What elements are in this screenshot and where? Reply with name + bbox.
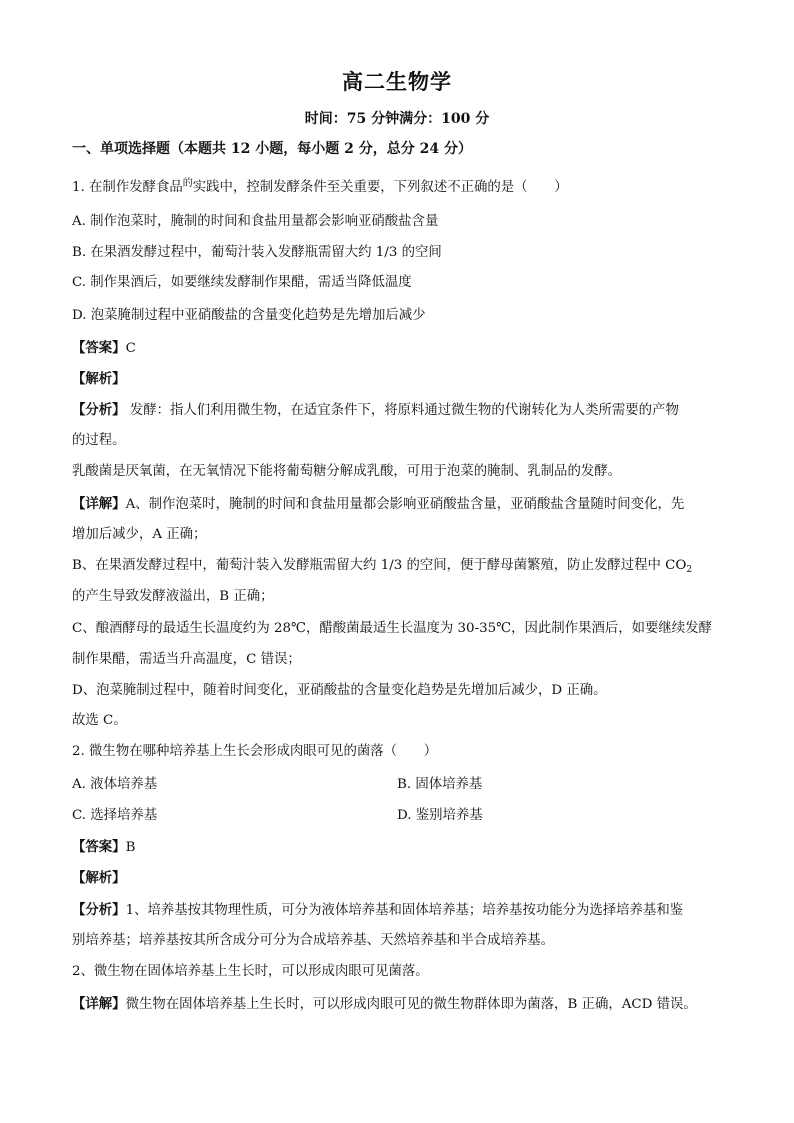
question-2-option-b: B. 固体培养基 [397, 777, 483, 792]
question-2-detail-line-1 [72, 995, 722, 1014]
question-2-fenxi-line-1 [72, 901, 722, 920]
answer-label: 【答案】 [72, 839, 126, 855]
question-1-analysis-label: 【解析】 [72, 371, 126, 387]
question-1-fenxi-line-1 [72, 401, 722, 420]
question-1-fenxi-line-2: 的过程。 [72, 433, 126, 448]
question-1-option-b: B. 在果酒发酵过程中，葡萄汁装入发酵瓶需留大约 1/3 的空间 [72, 245, 442, 260]
fenxi-label: 【分析】 [72, 402, 126, 418]
detail-label: 【详解】 [72, 996, 126, 1012]
question-1-detail-line-3 [72, 557, 722, 576]
question-1-stem-part2: 实践中，控制发酵条件至关重要，下列叙述不正确的是（ ） [192, 180, 568, 195]
detail-text: B、在果酒发酵过程中，葡萄汁装入发酵瓶需留大约 1/3 的空间，便于酵母菌繁殖，防止发酵过程中 CO [72, 558, 687, 573]
question-2-stem: 2. 微生物在哪种培养基上生长会形成肉眼可见的菌落（ ） [72, 744, 438, 759]
question-1-option-d: D. 泡菜腌制过程中亚硝酸盐的含量变化趋势是先增加后减少 [72, 308, 426, 323]
fenxi-text: 1、培养基按其物理性质，可分为液体培养基和固体培养基；培养基按功能分为选择培养基和鉴 [125, 903, 684, 918]
section-heading: 一、单项选择题（本题共 12 小题，每小题 2 分，总分 24 分） [72, 141, 472, 157]
fenxi-text: 发酵：指人们利用微生物，在适宜条件下，将原料通过微生物的代谢转化为人类所需要的产物 [125, 403, 679, 418]
answer-value: C [125, 341, 136, 356]
question-2-analysis-label: 【解析】 [72, 870, 126, 886]
exam-time-info: 时间：75 分钟满分：100 分 [304, 111, 490, 127]
question-1-option-c: C. 制作果酒后，如要继续发酵制作果醋，需适当降低温度 [72, 275, 412, 290]
question-1-stem-part1: 1. 在制作发酵食品 [72, 180, 183, 195]
page-title: 高二生物学 [342, 69, 452, 94]
answer-label: 【答案】 [72, 340, 126, 356]
co2-subscript: 2 [686, 565, 693, 575]
question-1-detail-line-5: C、酿酒酵母的最适生长温度约为 28℃，醋酸菌最适生长温度为 30-35℃，因此制作果酒后，如要继续发酵 [72, 621, 712, 636]
question-2-options-row-1 [72, 776, 722, 794]
question-1-fenxi-line-3: 乳酸菌是厌氧菌，在无氧情况下能将葡萄糖分解成乳酸，可用于泡菜的腌制、乳制品的发酵。 [72, 464, 622, 479]
question-2-answer [72, 838, 722, 857]
question-1-detail-line-7: D、泡菜腌制过程中，随着时间变化，亚硝酸盐的含量变化趋势是先增加后减少，D 正确。 [72, 683, 607, 698]
question-1-option-a: A. 制作泡菜时，腌制的时间和食盐用量都会影响亚硝酸盐含量 [72, 214, 439, 229]
question-1-detail-line-2: 增加后减少，A 正确； [72, 527, 207, 542]
question-1-conclusion: 故选 C。 [72, 713, 127, 728]
question-2-option-c: C. 选择培养基 [72, 808, 158, 823]
question-1-detail-line-4: 的产生导致发酵液溢出，B 正确； [72, 589, 274, 604]
detail-text: A、制作泡菜时，腌制的时间和食盐用量都会影响亚硝酸盐含量，亚硝酸盐含量随时间变化，先 [125, 497, 685, 512]
answer-value: B [125, 840, 136, 855]
question-2-option-d: D. 鉴别培养基 [397, 808, 483, 823]
detail-text: 微生物在固体培养基上生长时，可以形成肉眼可见的微生物群体即为菌落，B 正确，ACD 错误。 [125, 997, 697, 1012]
question-2-fenxi-line-3: 2、微生物在固体培养基上生长时，可以形成肉眼可见菌落。 [72, 964, 429, 979]
fenxi-label: 【分析】 [72, 902, 126, 918]
question-1-stem-superscript: 的 [182, 178, 193, 189]
question-1-stem [72, 179, 722, 198]
detail-label: 【详解】 [72, 496, 126, 512]
question-2-option-a: A. 液体培养基 [72, 777, 158, 792]
question-1-detail-line-1 [72, 495, 722, 514]
question-2-fenxi-line-2: 别培养基；培养基按其所含成分可分为合成培养基、天然培养基和半合成培养基。 [72, 933, 555, 948]
question-1-detail-line-6: 制作果醋，需适当升高温度，C 错误； [72, 652, 301, 667]
question-1-answer [72, 339, 722, 358]
question-2-options-row-2 [72, 807, 722, 825]
